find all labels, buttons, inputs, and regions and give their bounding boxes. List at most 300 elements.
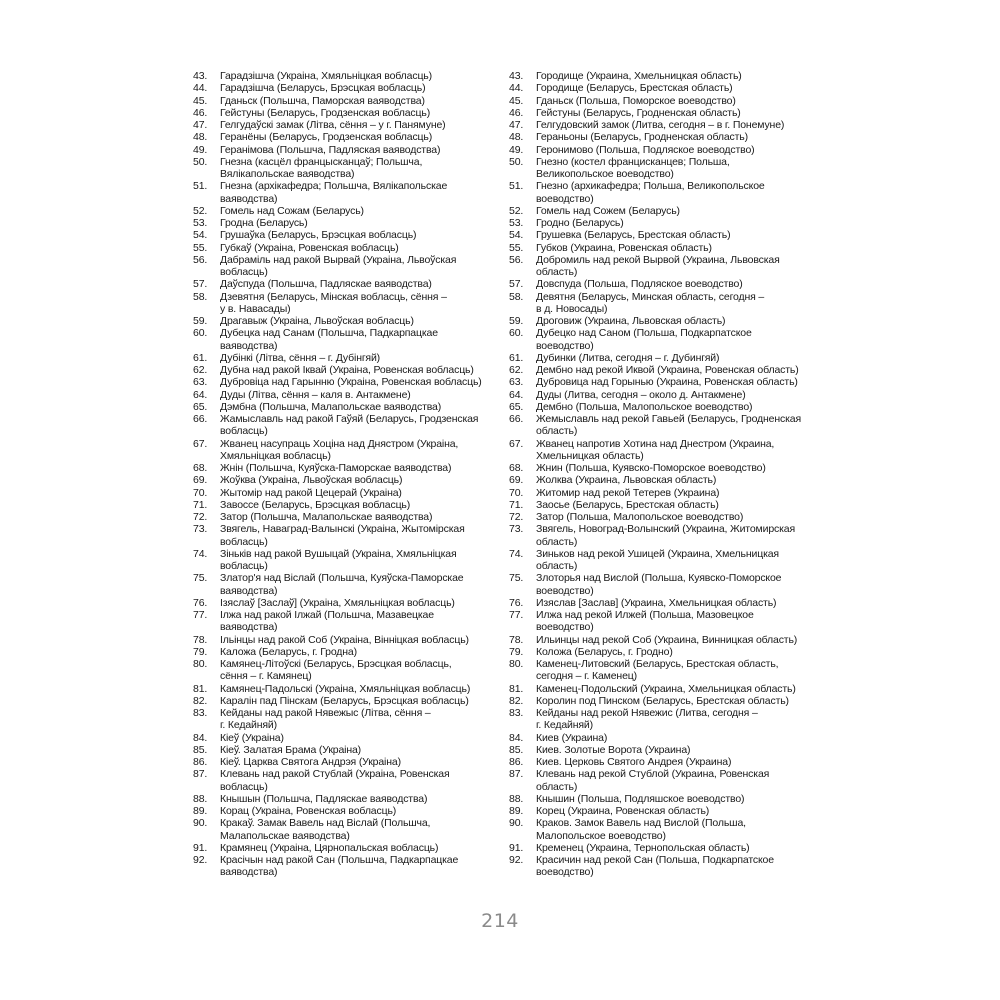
- list-item-text: Гелгудовский замок (Литва, сегодня – в г. Понемуне): [536, 119, 785, 131]
- list-item-number: 70.: [509, 486, 524, 499]
- list-item: [509, 707, 809, 732]
- list-item-number: 88.: [193, 792, 208, 805]
- list-item: [193, 352, 493, 364]
- list-item-number: 43.: [509, 70, 524, 82]
- list-item-number: 60.: [509, 327, 524, 340]
- list-item-number: 79.: [509, 645, 524, 658]
- list-item-text: Дуды (Литва, сегодня – около д. Антакмене): [536, 388, 746, 401]
- list-item: [509, 597, 809, 609]
- list-item: [509, 462, 809, 474]
- list-item: [193, 107, 493, 119]
- list-item-text: Киев. Золотые Ворота (Украина): [536, 743, 691, 756]
- list-item: [509, 732, 809, 744]
- list-item-number: 73.: [509, 523, 524, 536]
- list-item-text: Дубровіца над Гарынню (Украіна, Ровенская вобласць): [220, 376, 482, 389]
- list-item-number: 83.: [509, 707, 524, 719]
- list-item-number: 80.: [193, 658, 208, 670]
- list-item: [193, 131, 493, 143]
- list-item-number: 59.: [509, 315, 524, 327]
- list-item-text: Кейданы над рекой Нявежис (Литва, сегодня – г. Кедайняй): [536, 707, 758, 732]
- page-number: 214: [481, 910, 519, 932]
- list-item: [509, 144, 809, 156]
- list-item: [509, 474, 809, 486]
- list-item: [193, 205, 493, 217]
- list-item-text: Жнин (Польша, Куявско-Поморское воеводство): [536, 462, 766, 474]
- list-item: [193, 156, 493, 181]
- list-item-text: Ільінцы над ракой Соб (Украіна, Вінніцкая вобласць): [220, 633, 469, 646]
- list-item: [193, 756, 493, 768]
- list-item: [509, 413, 809, 438]
- list-item-text: Заосье (Беларусь, Брестская область): [536, 498, 719, 511]
- list-item-number: 46.: [509, 106, 524, 119]
- list-item-text: Ильинцы над рекой Соб (Украина, Винницкая область): [536, 633, 798, 646]
- list-item-text: Клевань над рекой Стублой (Украина, Ровенская область): [536, 768, 770, 793]
- list-item: [509, 817, 809, 842]
- list-item-number: 66.: [509, 413, 524, 425]
- list-item-text: Жванец насупраць Хоціна над Днястром (Украіна, Хмяльніцкая вобласць): [220, 437, 459, 462]
- list-item-text: Красичин над рекой Сан (Польша, Подкарпатское воеводство): [536, 854, 774, 879]
- list-item-text: Гданьск (Польша, Поморское воеводство): [536, 94, 736, 107]
- list-item: [193, 376, 493, 388]
- list-item-text: Гарадзішча (Беларусь, Брэсцкая вобласць): [220, 82, 426, 95]
- list-item: [193, 634, 493, 646]
- list-item-text: Зіньків над ракой Вушыцай (Украіна, Хмяльніцкая вобласць): [220, 547, 457, 572]
- list-item: [193, 695, 493, 707]
- list-item-text: Гнезно (архикафедра; Польша, Великопольское воеводство): [536, 180, 765, 205]
- list-item: [193, 242, 493, 254]
- list-item-number: 85.: [193, 743, 208, 756]
- list-item: [509, 499, 809, 511]
- belarusian-list-column: [193, 70, 493, 879]
- list-item-text: Дубна над ракой Іквай (Украіна, Ровенская вобласць): [220, 364, 474, 376]
- list-item-text: Красічын над ракой Сан (Польшча, Падкарпацкае ваяводства): [220, 854, 459, 879]
- list-item-text: Корец (Украина, Ровенская область): [536, 805, 710, 817]
- list-item-text: Корац (Украіна, Ровенская вобласць): [220, 805, 397, 817]
- list-item-number: 73.: [193, 523, 208, 536]
- list-item-number: 50.: [509, 155, 524, 168]
- list-item-text: Краков. Замок Вавель над Вислой (Польша, Малопольское воеводство): [536, 817, 746, 842]
- list-item-number: 68.: [509, 462, 524, 474]
- list-item-number: 44.: [193, 82, 208, 95]
- list-item-text: Кнышин (Польша, Подляшское воеводство): [536, 792, 745, 805]
- list-item-text: Камянец-Літоўскі (Беларусь, Брэсцкая вобласць, сёння – г. Камянец): [220, 658, 452, 683]
- list-item: [509, 842, 809, 854]
- list-item-number: 53.: [509, 217, 524, 229]
- list-item: [509, 131, 809, 143]
- list-item-text: Жолква (Украина, Львовская область): [536, 474, 717, 487]
- list-item-number: 45.: [193, 94, 208, 107]
- list-item-number: 59.: [193, 315, 208, 327]
- list-item-text: Клевань над ракой Стублай (Украіна, Ровенская вобласць): [220, 768, 450, 793]
- list-item-text: Злоторья над Вислой (Польша, Куявско-Поморское воеводство): [536, 572, 782, 597]
- list-item: [193, 854, 493, 879]
- list-item-number: 60.: [193, 327, 208, 340]
- list-item-text: Кіеў. Царква Святога Андрэя (Украіна): [220, 756, 401, 768]
- list-item-text: Гераньоны (Беларусь, Гродненская область): [536, 131, 748, 144]
- list-item: [509, 364, 809, 376]
- list-item-number: 52.: [193, 204, 208, 217]
- list-item-text: Гейстуны (Беларусь, Гродзенская вобласць): [220, 106, 431, 119]
- list-item-text: Дубінкі (Літва, сёння – г. Дубінгяй): [220, 351, 381, 364]
- list-item-text: Дембно над рекой Иквой (Украина, Ровенская область): [536, 364, 799, 376]
- list-item: [193, 364, 493, 376]
- list-item-text: Кіеў (Украіна): [220, 731, 284, 744]
- list-item-number: 55.: [193, 241, 208, 254]
- list-item-text: Звягель, Наваград-Валынскі (Украіна, Жытомірская вобласць): [220, 523, 465, 548]
- list-item-number: 51.: [509, 180, 524, 193]
- list-item-number: 77.: [509, 609, 524, 621]
- list-item: [193, 413, 493, 438]
- list-item-number: 92.: [509, 854, 524, 866]
- list-item-text: Дубецка над Санам (Польшча, Падкарпацкае ваяводства): [220, 327, 438, 352]
- list-item: [193, 842, 493, 854]
- list-item-text: Крамянец (Украіна, Цярнопальская вобласць): [220, 841, 439, 854]
- list-item: [509, 744, 809, 756]
- list-item-text: Затор (Польша, Малопольское воеводство): [536, 511, 744, 523]
- list-item: [193, 82, 493, 94]
- list-item-text: Дубровица над Горынью (Украина, Ровенская область): [536, 376, 798, 389]
- list-item-number: 53.: [193, 217, 208, 229]
- list-item: [193, 744, 493, 756]
- list-item: [509, 242, 809, 254]
- list-item-text: Жемыславль над рекой Гавьей (Беларусь, Гродненская область): [536, 413, 802, 438]
- list-item-text: Златор'я над Віслай (Польшча, Куяўска-Паморскае ваяводства): [220, 572, 464, 597]
- list-item: [193, 217, 493, 229]
- list-item-number: 89.: [193, 805, 208, 817]
- list-item-number: 64.: [509, 388, 524, 401]
- list-item: [193, 572, 493, 597]
- list-item: [193, 487, 493, 499]
- list-item-number: 49.: [509, 143, 524, 156]
- list-item-number: 67.: [193, 437, 208, 450]
- list-item: [193, 401, 493, 413]
- list-item: [509, 609, 809, 634]
- list-item-number: 48.: [509, 131, 524, 144]
- list-item-number: 87.: [193, 768, 208, 781]
- list-item: [509, 327, 809, 352]
- list-item-text: Дзевятня (Беларусь, Мінская вобласць, сёння – у в. Навасады): [220, 290, 447, 315]
- list-item-number: 58.: [193, 290, 208, 303]
- list-item-number: 78.: [193, 633, 208, 646]
- list-item-text: Гданьск (Польшча, Паморская ваяводства): [220, 94, 425, 107]
- list-item-number: 81.: [509, 682, 524, 695]
- list-item-number: 81.: [193, 682, 208, 695]
- list-item: [509, 107, 809, 119]
- list-item-number: 50.: [193, 155, 208, 168]
- list-item: [509, 683, 809, 695]
- list-item-text: Гнезна (архікафедра; Польшча, Вялікапольскае ваяводства): [220, 180, 448, 205]
- list-item-text: Гомель над Сожам (Беларусь): [220, 204, 364, 217]
- list-item-text: Ізяслаў [Заслаў] (Украіна, Хмяльніцкая вобласць): [220, 596, 455, 609]
- list-item: [193, 597, 493, 609]
- list-item-text: Киев. Церковь Святого Андрея (Украина): [536, 756, 732, 768]
- list-item: [193, 805, 493, 817]
- list-item: [193, 291, 493, 316]
- list-item-number: 63.: [193, 376, 208, 389]
- list-item: [509, 646, 809, 658]
- list-item: [509, 572, 809, 597]
- list-item: [509, 768, 809, 793]
- list-item: [193, 438, 493, 463]
- list-item-number: 63.: [509, 376, 524, 389]
- list-item-number: 52.: [509, 204, 524, 217]
- list-item-number: 54.: [509, 229, 524, 242]
- list-item: [193, 389, 493, 401]
- list-item-text: Геранёны (Беларусь, Гродзенская вобласць): [220, 131, 433, 144]
- list-item-number: 65.: [509, 400, 524, 413]
- list-item-text: Городище (Украина, Хмельницкая область): [536, 70, 742, 82]
- list-item-number: 47.: [509, 119, 524, 131]
- list-item: [193, 462, 493, 474]
- list-item-number: 49.: [193, 143, 208, 156]
- list-item-number: 71.: [509, 498, 524, 511]
- list-item-number: 91.: [509, 841, 524, 854]
- list-item-number: 78.: [509, 633, 524, 646]
- list-item-number: 75.: [509, 572, 524, 585]
- list-item-text: Геранімова (Польшча, Падляская ваяводства): [220, 143, 441, 156]
- list-item-number: 71.: [193, 498, 208, 511]
- list-item-number: 45.: [509, 94, 524, 107]
- list-item: [509, 291, 809, 316]
- list-item: [193, 499, 493, 511]
- list-item-text: Каралін пад Пінскам (Беларусь, Брэсцкая вобласць): [220, 694, 469, 707]
- list-item: [509, 278, 809, 290]
- list-item: [509, 95, 809, 107]
- list-item-text: Губков (Украина, Ровенская область): [536, 241, 712, 254]
- list-item-text: Гелгудаўскі замак (Літва, сёння – у г. Панямуне): [220, 119, 446, 131]
- list-item-number: 43.: [193, 70, 208, 82]
- list-item: [509, 315, 809, 327]
- list-item-text: Губкаў (Украіна, Ровенская вобласць): [220, 241, 399, 254]
- list-item-number: 69.: [509, 474, 524, 487]
- list-item: [509, 805, 809, 817]
- list-item-number: 85.: [509, 743, 524, 756]
- list-item-number: 44.: [509, 82, 524, 95]
- list-item: [193, 278, 493, 290]
- list-item-text: Гомель над Сожем (Беларусь): [536, 204, 680, 217]
- list-item-text: Камянец-Падольскі (Украіна, Хмяльніцкая вобласць): [220, 682, 471, 695]
- list-item: [509, 487, 809, 499]
- list-item-text: Дембно (Польша, Малопольское воеводство): [536, 400, 753, 413]
- list-item: [193, 327, 493, 352]
- list-item: [193, 95, 493, 107]
- list-item: [193, 144, 493, 156]
- list-item-number: 82.: [193, 694, 208, 707]
- list-item-number: 62.: [509, 364, 524, 376]
- list-item: [193, 646, 493, 658]
- list-item: [193, 254, 493, 279]
- list-item-text: Жамыславль над ракой Гаўяй (Беларусь, Гродзенская вобласць): [220, 413, 479, 438]
- list-item-number: 48.: [193, 131, 208, 144]
- list-item-number: 72.: [193, 511, 208, 523]
- list-item-text: Кейданы над ракой Нявежыс (Літва, сёння – г. Кедайняй): [220, 707, 431, 732]
- list-item-text: Житомир над рекой Тетерев (Украина): [536, 486, 720, 499]
- list-item: [193, 180, 493, 205]
- list-item: [509, 438, 809, 463]
- list-item: [509, 376, 809, 388]
- list-item-text: Добромиль над рекой Вырвой (Украина, Львовская область): [536, 253, 780, 278]
- list-item: [509, 156, 809, 181]
- list-item-number: 84.: [509, 731, 524, 744]
- list-item-text: Затор (Польшча, Малапольскае ваяводства): [220, 511, 433, 523]
- list-item: [193, 315, 493, 327]
- list-item-number: 79.: [193, 645, 208, 658]
- list-item-number: 84.: [193, 731, 208, 744]
- list-item: [509, 389, 809, 401]
- list-item-text: Завоссе (Беларусь, Брэсцкая вобласць): [220, 498, 411, 511]
- list-item-number: 57.: [193, 278, 208, 291]
- list-item-text: Кременец (Украина, Тернопольская область): [536, 841, 750, 854]
- list-item-text: Коложа (Беларусь, г. Гродно): [536, 645, 673, 658]
- list-item-text: Королин под Пинском (Беларусь, Брестская область): [536, 694, 789, 707]
- list-item: [193, 683, 493, 695]
- list-item: [509, 180, 809, 205]
- list-item-number: 76.: [509, 596, 524, 609]
- list-item-text: Гарадзішча (Украіна, Хмяльніцкая вобласць): [220, 70, 432, 82]
- list-item: [509, 854, 809, 879]
- list-item-number: 83.: [193, 707, 208, 719]
- list-item-text: Гнезно (костел францисканцев; Польша, Великопольское воеводство): [536, 155, 730, 180]
- list-item-text: Каменец-Литовский (Беларусь, Брестская область, сегодня – г. Каменец): [536, 658, 779, 683]
- list-item-number: 82.: [509, 694, 524, 707]
- list-item-number: 47.: [193, 119, 208, 131]
- list-item-number: 86.: [509, 756, 524, 768]
- list-item-number: 90.: [193, 817, 208, 830]
- list-item-number: 88.: [509, 792, 524, 805]
- list-item: [193, 793, 493, 805]
- list-item-number: 66.: [193, 413, 208, 425]
- list-item: [193, 229, 493, 241]
- list-item-text: Жванец напротив Хотина над Днестром (Украина, Хмельницкая область): [536, 437, 775, 462]
- list-item-number: 86.: [193, 756, 208, 768]
- list-item-text: Илжа над рекой Илжей (Польша, Мазовецкое воеводство): [536, 609, 754, 634]
- list-item-number: 56.: [193, 253, 208, 266]
- list-item-number: 65.: [193, 400, 208, 413]
- list-item-number: 91.: [193, 841, 208, 854]
- list-item: [509, 756, 809, 768]
- list-item-number: 80.: [509, 658, 524, 670]
- list-item: [193, 817, 493, 842]
- list-item-text: Жнін (Польшча, Куяўска-Паморскае ваяводства): [220, 462, 452, 474]
- list-item-number: 77.: [193, 609, 208, 621]
- list-item-number: 46.: [193, 106, 208, 119]
- list-item: [509, 82, 809, 94]
- list-item: [509, 511, 809, 523]
- list-item: [509, 217, 809, 229]
- list-item: [509, 401, 809, 413]
- list-item: [193, 511, 493, 523]
- list-item-text: Дуды (Літва, сёння – каля в. Антакмене): [220, 388, 411, 401]
- list-item: [193, 707, 493, 732]
- list-item: [509, 658, 809, 683]
- list-item-number: 74.: [509, 547, 524, 560]
- list-item-text: Киев (Украина): [536, 731, 608, 744]
- list-item-text: Изяслав [Заслав] (Украина, Хмельницкая область): [536, 596, 777, 609]
- list-item-text: Жытомір над ракой Цецерай (Украіна): [220, 486, 402, 499]
- list-item-number: 87.: [509, 768, 524, 781]
- list-item: [509, 205, 809, 217]
- list-item: [193, 658, 493, 683]
- list-item: [509, 352, 809, 364]
- list-item-text: Ілжа над ракой Ілжай (Польшча, Мазавецкае ваяводства): [220, 609, 434, 634]
- list-item-text: Гнезна (касцёл францысканцаў; Польшча, Вялікапольскае ваяводства): [220, 155, 423, 180]
- list-item-number: 51.: [193, 180, 208, 193]
- russian-list-column: [509, 70, 809, 879]
- list-item: [509, 548, 809, 573]
- list-item-text: Городище (Беларусь, Брестская область): [536, 82, 733, 95]
- list-item: [193, 609, 493, 634]
- list-item-number: 54.: [193, 229, 208, 242]
- list-item-text: Дубецко над Саном (Польша, Подкарпатское воеводство): [536, 327, 752, 352]
- list-item-number: 67.: [509, 437, 524, 450]
- list-item-text: Кнышын (Польшча, Падляскае ваяводства): [220, 792, 428, 805]
- list-item: [193, 548, 493, 573]
- list-item-number: 64.: [193, 388, 208, 401]
- list-item-text: Дубинки (Литва, сегодня – г. Дубингяй): [536, 351, 720, 364]
- list-item-text: Дабраміль над ракой Вырвай (Украіна, Львоўская вобласць): [220, 253, 457, 278]
- list-item-number: 92.: [193, 854, 208, 866]
- list-item-text: Зиньков над рекой Ушицей (Украина, Хмельницкая область): [536, 547, 779, 572]
- list-item: [193, 732, 493, 744]
- list-item: [509, 229, 809, 241]
- list-item-text: Гродна (Беларусь): [220, 217, 308, 229]
- list-item: [193, 119, 493, 131]
- list-item: [509, 793, 809, 805]
- list-item: [509, 254, 809, 279]
- list-item-text: Гейстуны (Беларусь, Гродненская область): [536, 106, 741, 119]
- list-item-number: 69.: [193, 474, 208, 487]
- list-item-number: 56.: [509, 253, 524, 266]
- list-item-text: Дроговиж (Украина, Львовская область): [536, 315, 726, 327]
- list-item-number: 57.: [509, 278, 524, 291]
- list-item-text: Геронимово (Польша, Подляское воеводство): [536, 143, 755, 156]
- list-item: [509, 695, 809, 707]
- list-item-text: Девятня (Беларусь, Минская область, сегодня – в д. Новосады): [536, 290, 765, 315]
- list-item: [509, 523, 809, 548]
- list-item-number: 70.: [193, 486, 208, 499]
- list-item-text: Каменец-Подольский (Украина, Хмельницкая область): [536, 682, 796, 695]
- list-item-text: Жоўква (Украіна, Львоўская вобласць): [220, 474, 403, 487]
- list-item: [193, 768, 493, 793]
- list-item-text: Грушаўка (Беларусь, Брэсцкая вобласць): [220, 229, 417, 242]
- list-item-text: Кіеў. Залатая Брама (Украіна): [220, 743, 362, 756]
- list-item-number: 61.: [193, 351, 208, 364]
- list-item-number: 76.: [193, 596, 208, 609]
- list-item: [509, 119, 809, 131]
- list-item-text: Звягель, Новоград-Волынский (Украина, Житомирская область): [536, 523, 796, 548]
- list-item-number: 62.: [193, 364, 208, 376]
- list-item-number: 58.: [509, 290, 524, 303]
- list-item-text: Дэмбна (Польшча, Малапольскае ваяводства): [220, 400, 442, 413]
- list-item-text: Грушевка (Беларусь, Брестская область): [536, 229, 731, 242]
- list-item-number: 68.: [193, 462, 208, 474]
- list-item: [193, 523, 493, 548]
- list-item: [193, 474, 493, 486]
- list-item-number: 72.: [509, 511, 524, 523]
- list-item-text: Довспуда (Польша, Подляское воеводство): [536, 278, 743, 291]
- list-item-text: Даўспуда (Польшча, Падляскае ваяводства): [220, 278, 432, 291]
- list-item-number: 89.: [509, 805, 524, 817]
- list-item-number: 55.: [509, 241, 524, 254]
- list-item: [509, 634, 809, 646]
- list-item: [193, 70, 493, 82]
- list-item-number: 61.: [509, 351, 524, 364]
- list-item-number: 74.: [193, 547, 208, 560]
- list-item-number: 90.: [509, 817, 524, 830]
- list-item: [509, 70, 809, 82]
- list-item-text: Гродно (Беларусь): [536, 217, 624, 229]
- list-item-text: Кракаў. Замак Вавель над Віслай (Польшча, Малапольскае ваяводства): [220, 817, 431, 842]
